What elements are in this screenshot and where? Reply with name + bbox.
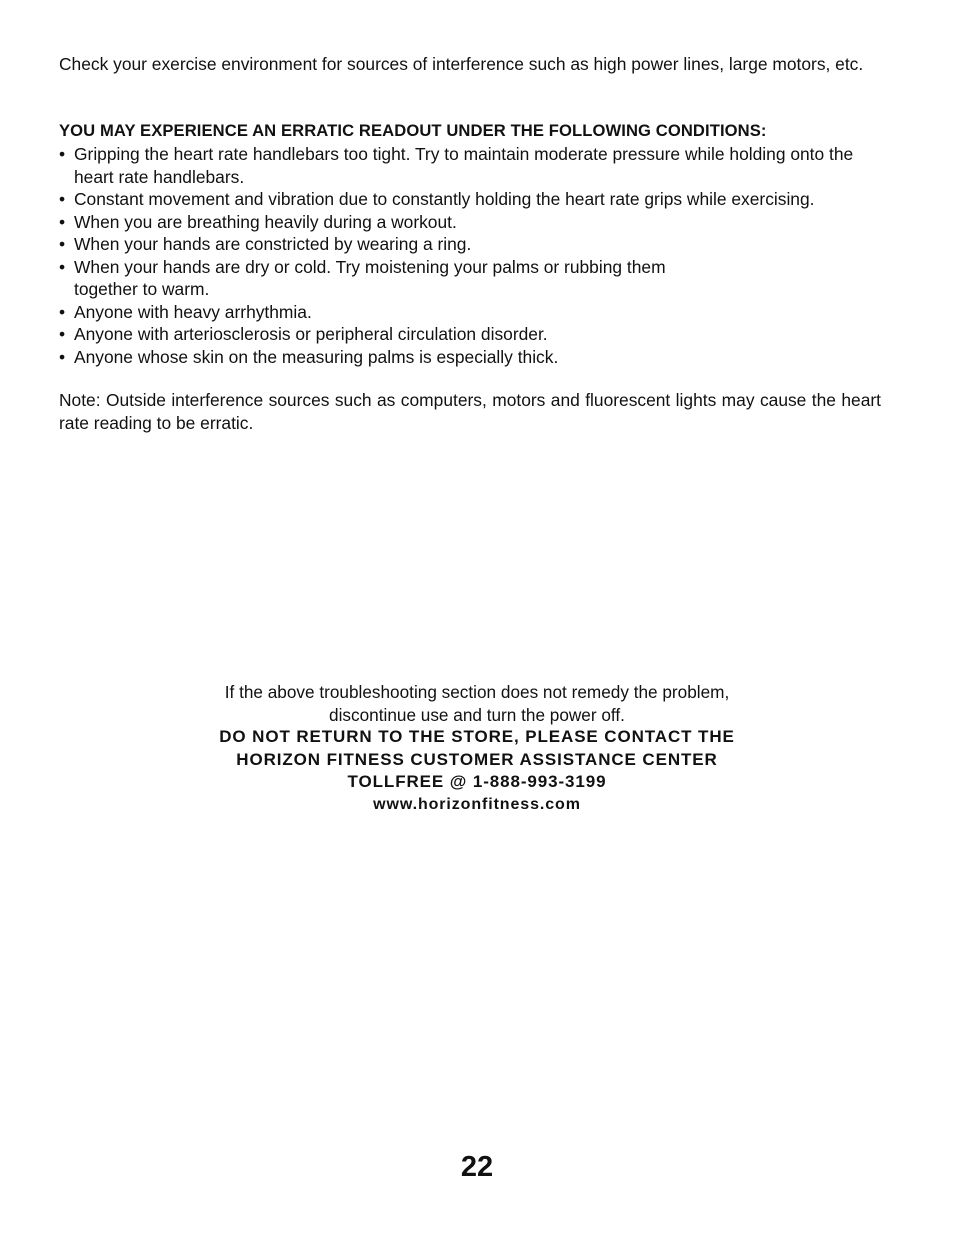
bullet-icon: • bbox=[59, 211, 66, 232]
condition-text: Anyone with heavy arrhythmia. bbox=[74, 301, 312, 322]
list-item bbox=[59, 301, 899, 324]
condition-text: Anyone whose skin on the measuring palms is especially thick. bbox=[74, 346, 559, 367]
contact-warning-2: HORIZON FITNESS CUSTOMER ASSISTANCE CENTER bbox=[236, 749, 718, 769]
contact-website-link[interactable]: www.horizonfitness.com bbox=[373, 795, 581, 813]
condition-text: Anyone with arteriosclerosis or peripheral circulation disorder. bbox=[74, 324, 548, 344]
intro-paragraph: Check your exercise environment for sources of interference such as high power lines, large motors, etc. bbox=[59, 54, 864, 74]
contact-phone: TOLLFREE @ 1-888-993-3199 bbox=[347, 772, 607, 791]
condition-text: When your hands are constricted by wearing a ring. bbox=[74, 234, 472, 254]
condition-text: Constant movement and vibration due to constantly holding the heart rate grips while exercising. bbox=[74, 189, 815, 209]
bullet-icon: • bbox=[59, 144, 66, 164]
condition-text: When your hands are dry or cold. Try moistening your palms or rubbing them together to warm. bbox=[74, 256, 666, 299]
conditions-heading: YOU MAY EXPERIENCE AN ERRATIC READOUT UNDER THE FOLLOWING CONDITIONS: bbox=[59, 121, 767, 140]
list-item bbox=[59, 143, 882, 188]
contact-line-2: discontinue use and turn the power off. bbox=[329, 704, 625, 725]
condition-text: When you are breathing heavily during a workout. bbox=[74, 211, 457, 232]
list-item bbox=[59, 188, 899, 211]
note-paragraph: Note: Outside interference sources such as computers, motors and fluorescent lights may cause the heart rate reading to be erratic. bbox=[59, 390, 881, 433]
page-number: 22 bbox=[460, 1151, 494, 1183]
list-item bbox=[59, 233, 899, 256]
bullet-icon: • bbox=[59, 301, 66, 322]
conditions-list bbox=[59, 143, 899, 368]
list-item bbox=[59, 256, 724, 301]
list-item bbox=[59, 323, 899, 346]
condition-text: Gripping the heart rate handlebars too tight. Try to maintain moderate pressure while holding onto the heart rate handlebars. bbox=[74, 144, 854, 187]
contact-warning-1: DO NOT RETURN TO THE STORE, PLEASE CONTACT THE bbox=[219, 727, 735, 746]
bullet-icon: • bbox=[59, 346, 66, 367]
list-item bbox=[59, 346, 899, 369]
bullet-icon: • bbox=[59, 234, 66, 254]
list-item bbox=[59, 211, 899, 234]
bullet-icon: • bbox=[59, 189, 66, 209]
bullet-icon: • bbox=[59, 256, 66, 277]
contact-block bbox=[0, 681, 954, 816]
bullet-icon: • bbox=[59, 324, 66, 344]
contact-line-1: If the above troubleshooting section does not remedy the problem, bbox=[224, 682, 730, 702]
